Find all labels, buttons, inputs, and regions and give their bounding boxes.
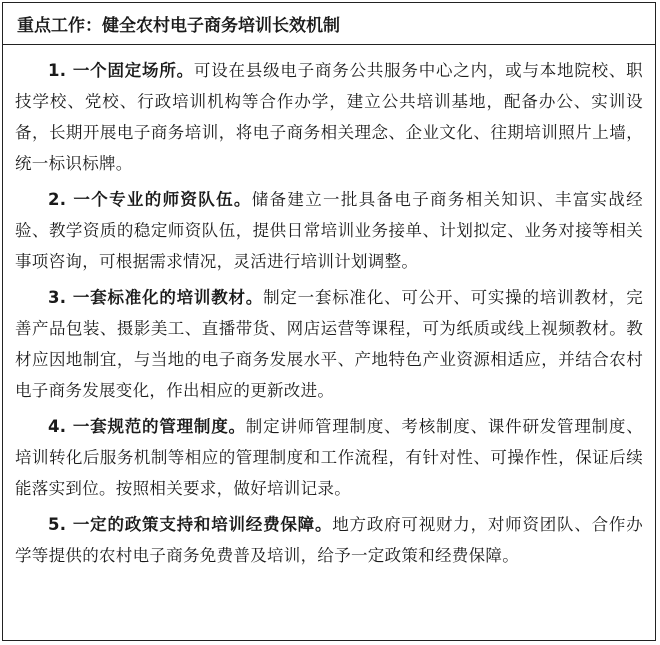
paragraph-5 [15, 509, 643, 571]
paragraph-3-text: 制定一套标准化、可公开、可实操的培训教材，完善产品包装、摄影美工、直播带货、网店运营等课程，可为纸质或线上视频教材。教材应因地制宜，与当地的电子商务发展水平、产地特色产业资源相适应，并结合农村电子商务发展变化，作出相应的更新改进。 [15, 288, 643, 400]
paragraph-1-text: 可设在县级电子商务公共服务中心之内，或与本地院校、职技学校、党校、行政培训机构等合作办学，建立公共培训基地，配备办公、实训设备，长期开展电子商务培训，将电子商务相关理念、企业文化、往期培训照片上墙，统一标识标牌。 [15, 61, 643, 173]
document-box [2, 2, 656, 641]
document-title: 重点工作：健全农村电子商务培训长效机制 [3, 3, 655, 45]
paragraph-3-heading: 3. 一套标准化的培训教材。 [48, 288, 264, 307]
paragraph-1 [15, 55, 643, 179]
document-body [3, 45, 655, 571]
paragraph-4 [15, 411, 643, 504]
paragraph-5-heading: 5. 一定的政策支持和培训经费保障。 [48, 515, 333, 534]
paragraph-2 [15, 184, 643, 277]
paragraph-4-heading: 4. 一套规范的管理制度。 [48, 417, 246, 436]
paragraph-2-heading: 2. 一个专业的师资队伍。 [48, 190, 252, 209]
paragraph-3 [15, 282, 643, 406]
paragraph-1-heading: 1. 一个固定场所。 [48, 61, 194, 80]
paragraph-2-text: 储备建立一批具备电子商务相关知识、丰富实战经验、教学资质的稳定师资队伍，提供日常培训业务接单、计划拟定、业务对接等相关事项咨询，可根据需求情况，灵活进行培训计划调整。 [15, 190, 643, 271]
paragraph-4-text: 制定讲师管理制度、考核制度、课件研发管理制度、培训转化后服务机制等相应的管理制度和工作流程，有针对性、可操作性，保证后续能落实到位。按照相关要求，做好培训记录。 [15, 417, 643, 498]
paragraph-5-text: 地方政府可视财力，对师资团队、合作办学等提供的农村电子商务免费普及培训，给予一定政策和经费保障。 [15, 515, 643, 565]
